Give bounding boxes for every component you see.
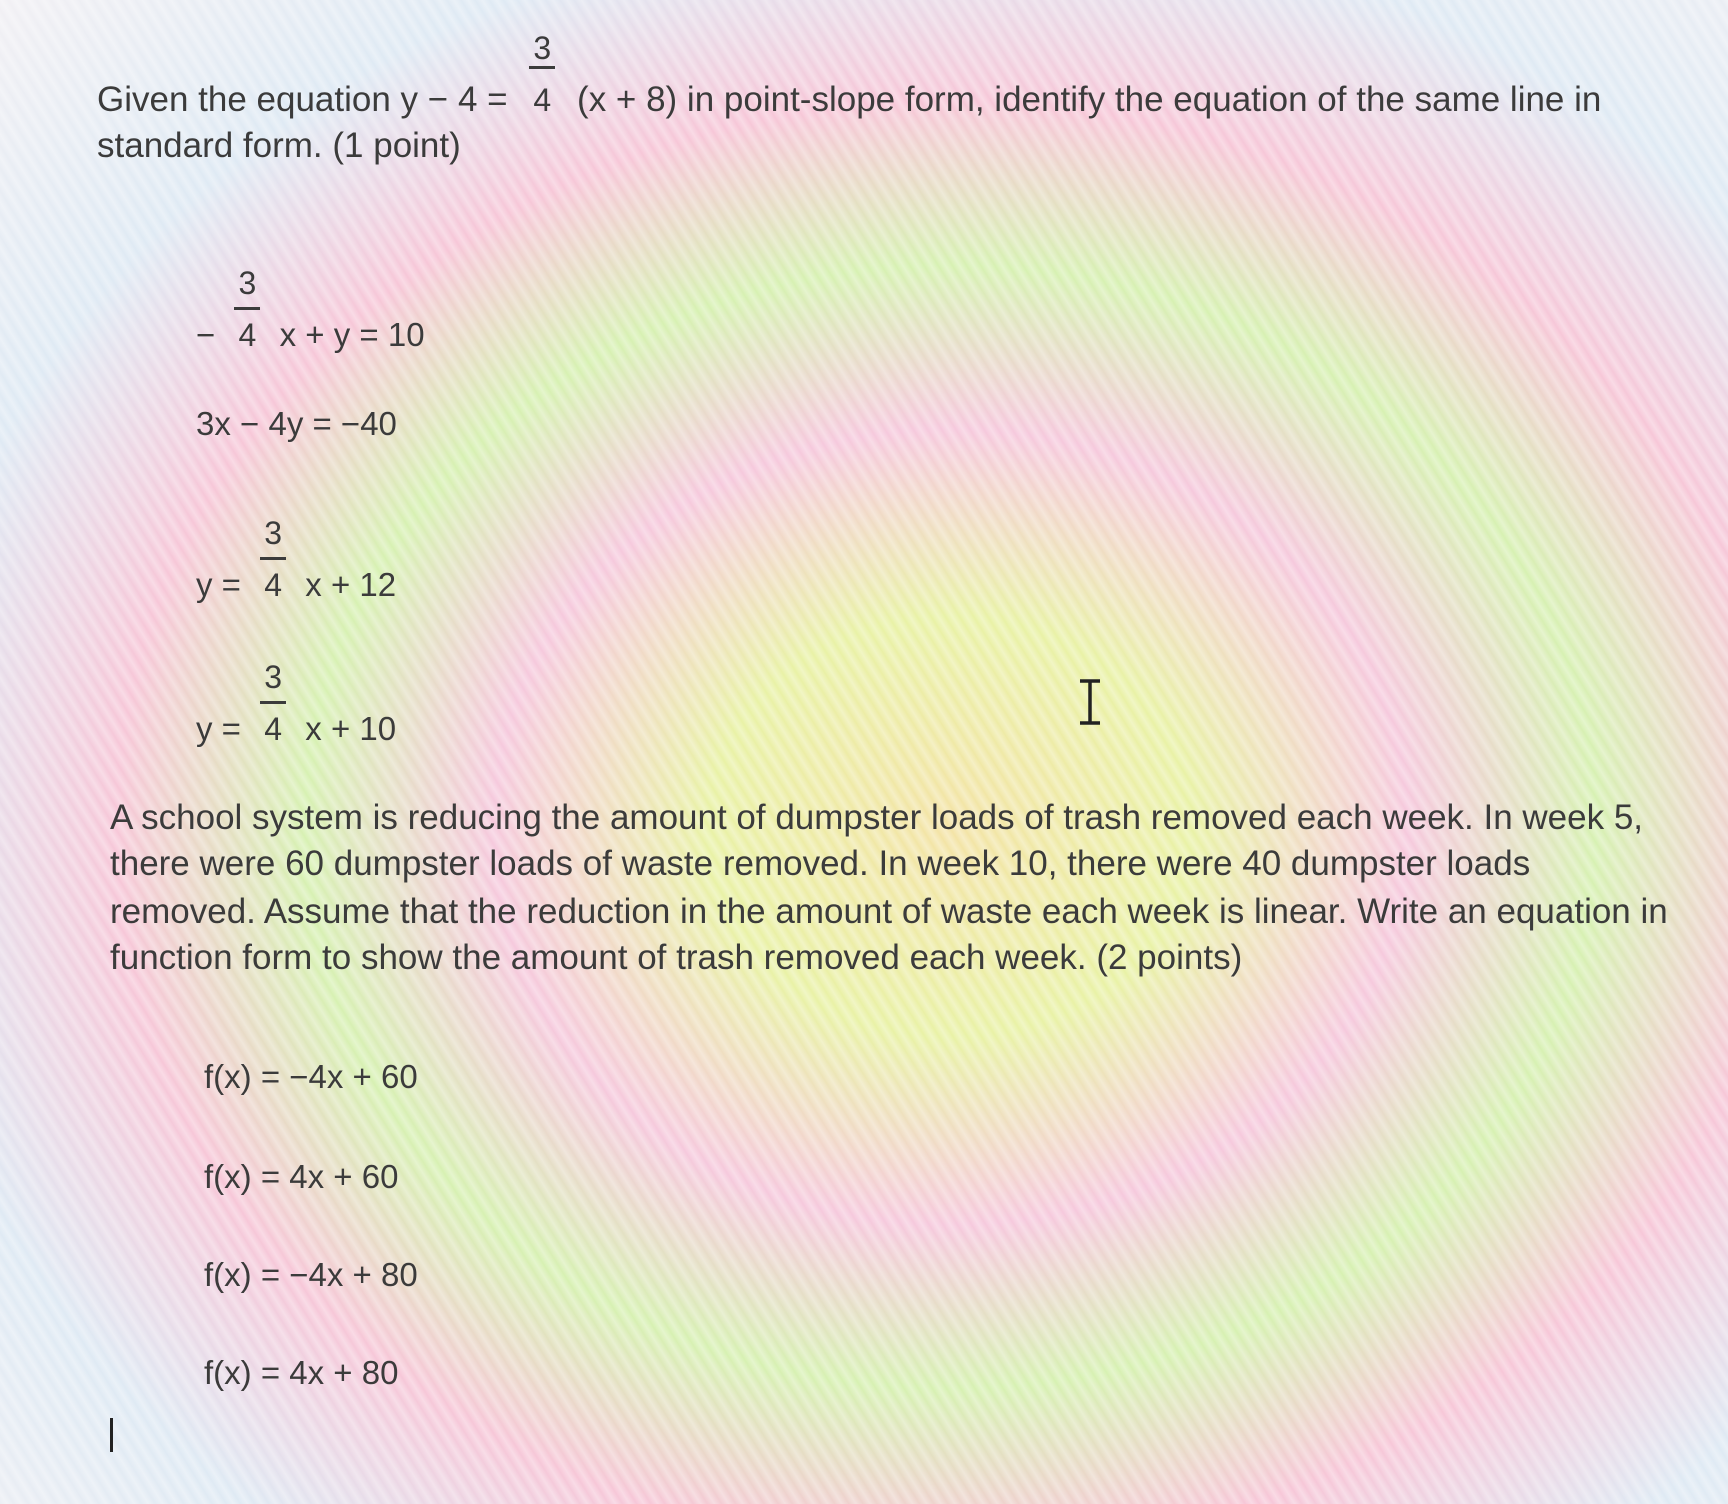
question2-line2: there were 60 dumpster loads of waste removed. In week 10, there were 40 dumpster loads bbox=[110, 844, 1531, 883]
fraction-numerator: 3 bbox=[238, 265, 257, 301]
question2-line1: A school system is reducing the amount of dumpster loads of trash removed each week. In week 5, bbox=[110, 798, 1644, 837]
option-prefix: − bbox=[196, 316, 216, 353]
question1-option-2[interactable]: 3x − 4y = −40 bbox=[196, 405, 397, 442]
option-suffix: x + 12 bbox=[305, 566, 397, 603]
question1-option-3[interactable] bbox=[196, 515, 397, 604]
text-caret-icon bbox=[110, 1418, 113, 1452]
fraction-bar bbox=[529, 66, 555, 69]
fraction-denominator: 4 bbox=[264, 567, 283, 603]
fraction-numerator: 3 bbox=[533, 30, 552, 66]
question2-line4: function form to show the amount of trash removed each week. (2 points) bbox=[110, 938, 1243, 977]
fraction-denominator: 4 bbox=[533, 82, 552, 118]
fraction-bar bbox=[260, 557, 286, 560]
option-fraction bbox=[258, 515, 288, 604]
fraction-denominator: 4 bbox=[264, 711, 283, 747]
question1-prompt-line2: standard form. (1 point) bbox=[97, 126, 461, 165]
question2-option-2[interactable]: f(x) = 4x + 60 bbox=[204, 1158, 399, 1195]
option-prefix: y = bbox=[196, 710, 241, 747]
option-suffix: x + 10 bbox=[305, 710, 397, 747]
fraction-numerator: 3 bbox=[264, 515, 283, 551]
question1-text-after: (x + 8) in point-slope form, identify the equation of the same line in bbox=[577, 80, 1602, 119]
fraction-bar bbox=[260, 701, 286, 704]
option-suffix: x + y = 10 bbox=[279, 316, 425, 353]
question2-option-3[interactable]: f(x) = −4x + 80 bbox=[204, 1256, 418, 1293]
question2-line3: removed. Assume that the reduction in the amount of waste each week is linear. Write an equation in bbox=[110, 892, 1668, 931]
option-fraction bbox=[232, 265, 262, 354]
question1-fraction bbox=[527, 30, 557, 124]
question1-option-4[interactable] bbox=[196, 659, 397, 748]
question1-option-1[interactable] bbox=[196, 265, 425, 354]
question2-option-4[interactable]: f(x) = 4x + 80 bbox=[204, 1354, 399, 1391]
question1-text-before: Given the equation y − 4 = bbox=[97, 80, 508, 119]
text-cursor-ibeam-icon bbox=[1075, 678, 1105, 726]
question2-option-1[interactable]: f(x) = −4x + 60 bbox=[204, 1058, 418, 1095]
question1-prompt bbox=[97, 30, 1657, 124]
fraction-numerator: 3 bbox=[264, 659, 283, 695]
fraction-denominator: 4 bbox=[238, 317, 257, 353]
option-prefix: y = bbox=[196, 566, 241, 603]
fraction-bar bbox=[234, 307, 260, 310]
option-fraction bbox=[258, 659, 288, 748]
